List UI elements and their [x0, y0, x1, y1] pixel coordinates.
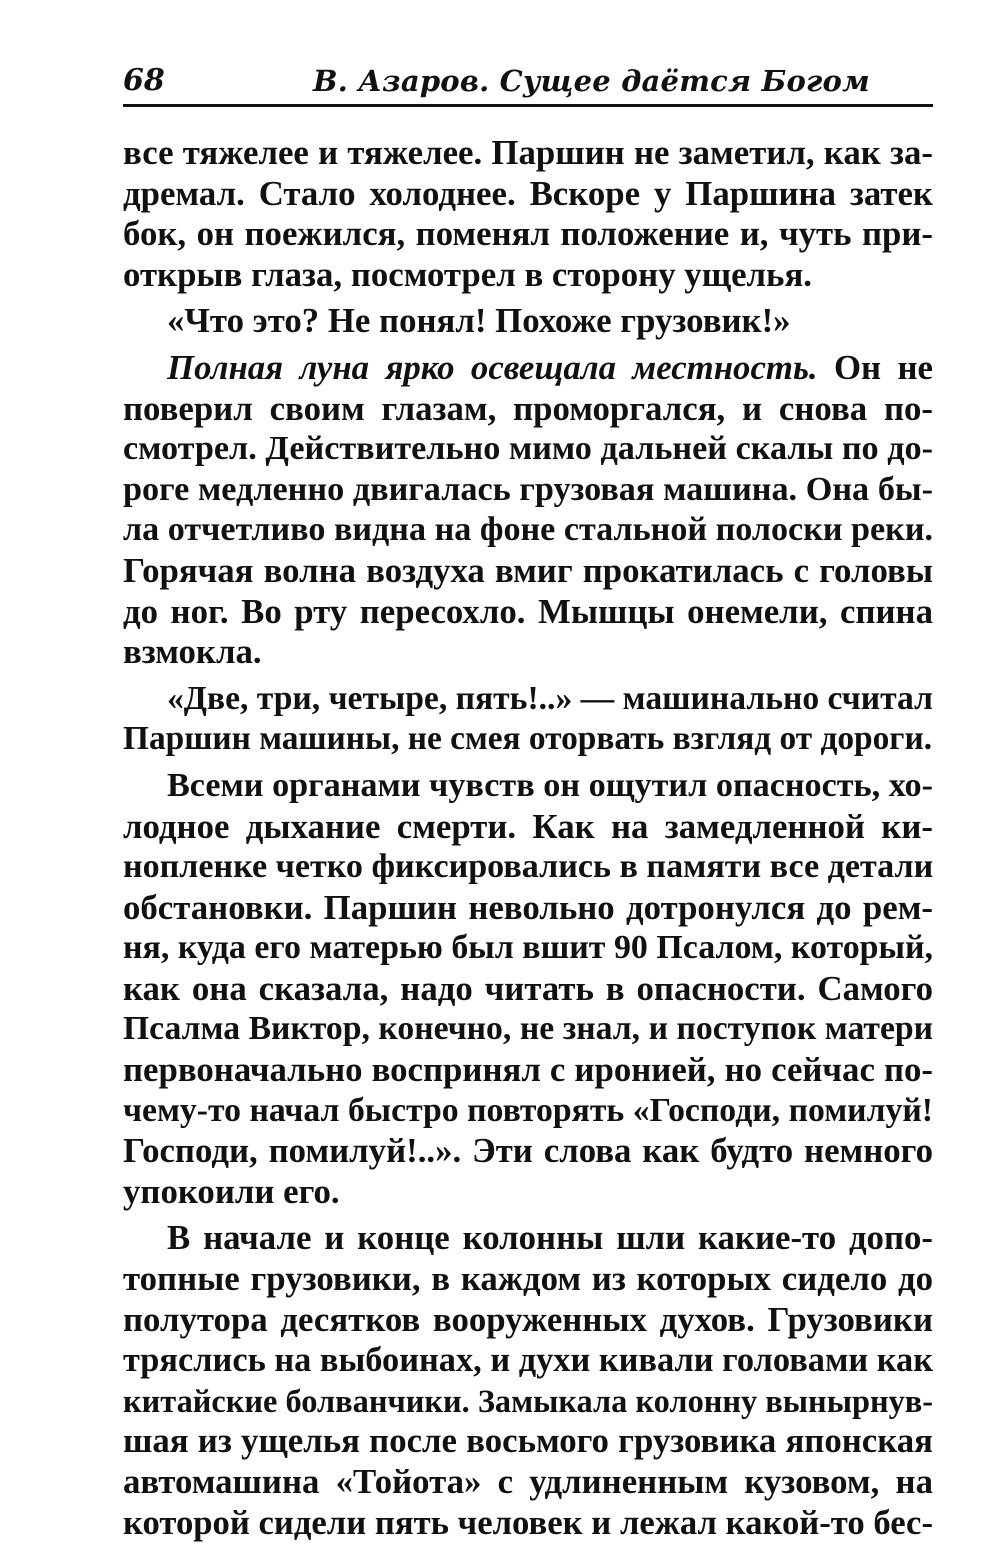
text-line: тряслись на выбоинах, и духи кивали головами как	[123, 1341, 933, 1380]
text-line: «Что это? Не понял! Похоже грузовик!»	[167, 301, 791, 341]
text-line: лодное дыхание смерти. Как на замедленной ки-	[123, 806, 933, 846]
text-line: В начале и конце колонны шли какие-то допо-	[167, 1218, 933, 1258]
page-number: 68	[123, 63, 165, 98]
text-line: до ног. Во рту пересохло. Мышцы онемели, спина	[123, 591, 933, 631]
text-line: Господи, помилуй!..». Эти слова как будто немного	[123, 1131, 933, 1171]
text-line: открыв глаза, посмотрел в сторону ущелья.	[123, 254, 812, 294]
text-line: роге медленно двигалась грузовая машина. Она бы-	[123, 470, 933, 508]
running-title: В. Азаров. Сущее даётся Богом	[313, 64, 870, 98]
text-line: ня, куда его матерью был вшит 90 Псалом, который,	[123, 929, 933, 967]
text-line: ла отчетливо видна на фоне стальной полоски реки.	[123, 511, 933, 549]
text-line: топные грузовики, в каждом из которых сидело до	[123, 1259, 933, 1299]
text-line: Псалма Виктор, конечно, не знал, и поступок матери	[123, 1010, 933, 1048]
text-line: которой сидели пять человек и лежал какой-то бес-	[123, 1503, 933, 1542]
text-line: смотрел. Действительно мимо дальней скалы по до-	[123, 430, 933, 468]
text-line: дремал. Стало холоднее. Вскоре у Паршина затек	[123, 173, 933, 213]
text-line: поверил своим глазам, проморгался, и снова по-	[123, 388, 933, 428]
text-line: «Две, три, четыре, пять!..» — машинально считал	[167, 679, 933, 717]
text-line: Паршин машины, не смея оторвать взгляд от дороги.	[123, 720, 933, 758]
text-line: автомашина «Тойота» с удлиненным кузовом, на	[123, 1462, 933, 1501]
text-line: взмокла.	[123, 632, 262, 672]
text-line: как она сказала, надо читать в опасности. Самого	[123, 968, 933, 1008]
italic-phrase: Полная луна ярко освещала местность.	[167, 347, 818, 387]
text-line: полутора десятков вооруженных духов. Грузовики	[123, 1299, 933, 1339]
book-page	[123, 60, 933, 1543]
text-line: китайские болванчики. Замыкала колонну вынырнув-	[123, 1382, 934, 1419]
text-line: Горячая волна воздуха вмиг прокатилась с головы	[123, 550, 933, 590]
text-line-mixed	[123, 348, 933, 389]
text-line: шая из ущелья после восьмого грузовика японская	[123, 1421, 933, 1461]
body-text	[123, 133, 933, 1543]
text-line: обстановки. Паршин невольно дотронулся до рем-	[123, 887, 933, 927]
text-line: упокоили его.	[123, 1171, 340, 1211]
text-line: первоначально воспринял с иронией, но сейчас по-	[123, 1050, 933, 1090]
text-line: все тяжелее и тяжелее. Паршин не заметил, как за-	[123, 133, 933, 172]
text-line: бок, он поежился, поменял положение и, чуть при-	[123, 214, 933, 254]
text-fragment: Он не	[817, 347, 933, 387]
text-line: Всеми органами чувств он ощутил опасность, хо-	[167, 766, 933, 804]
running-header	[123, 60, 933, 107]
text-line: нопленке четко фиксировались в памяти все детали	[123, 848, 934, 886]
text-line: чему-то начал быстро повторять «Господи, помилуй!	[123, 1091, 933, 1129]
